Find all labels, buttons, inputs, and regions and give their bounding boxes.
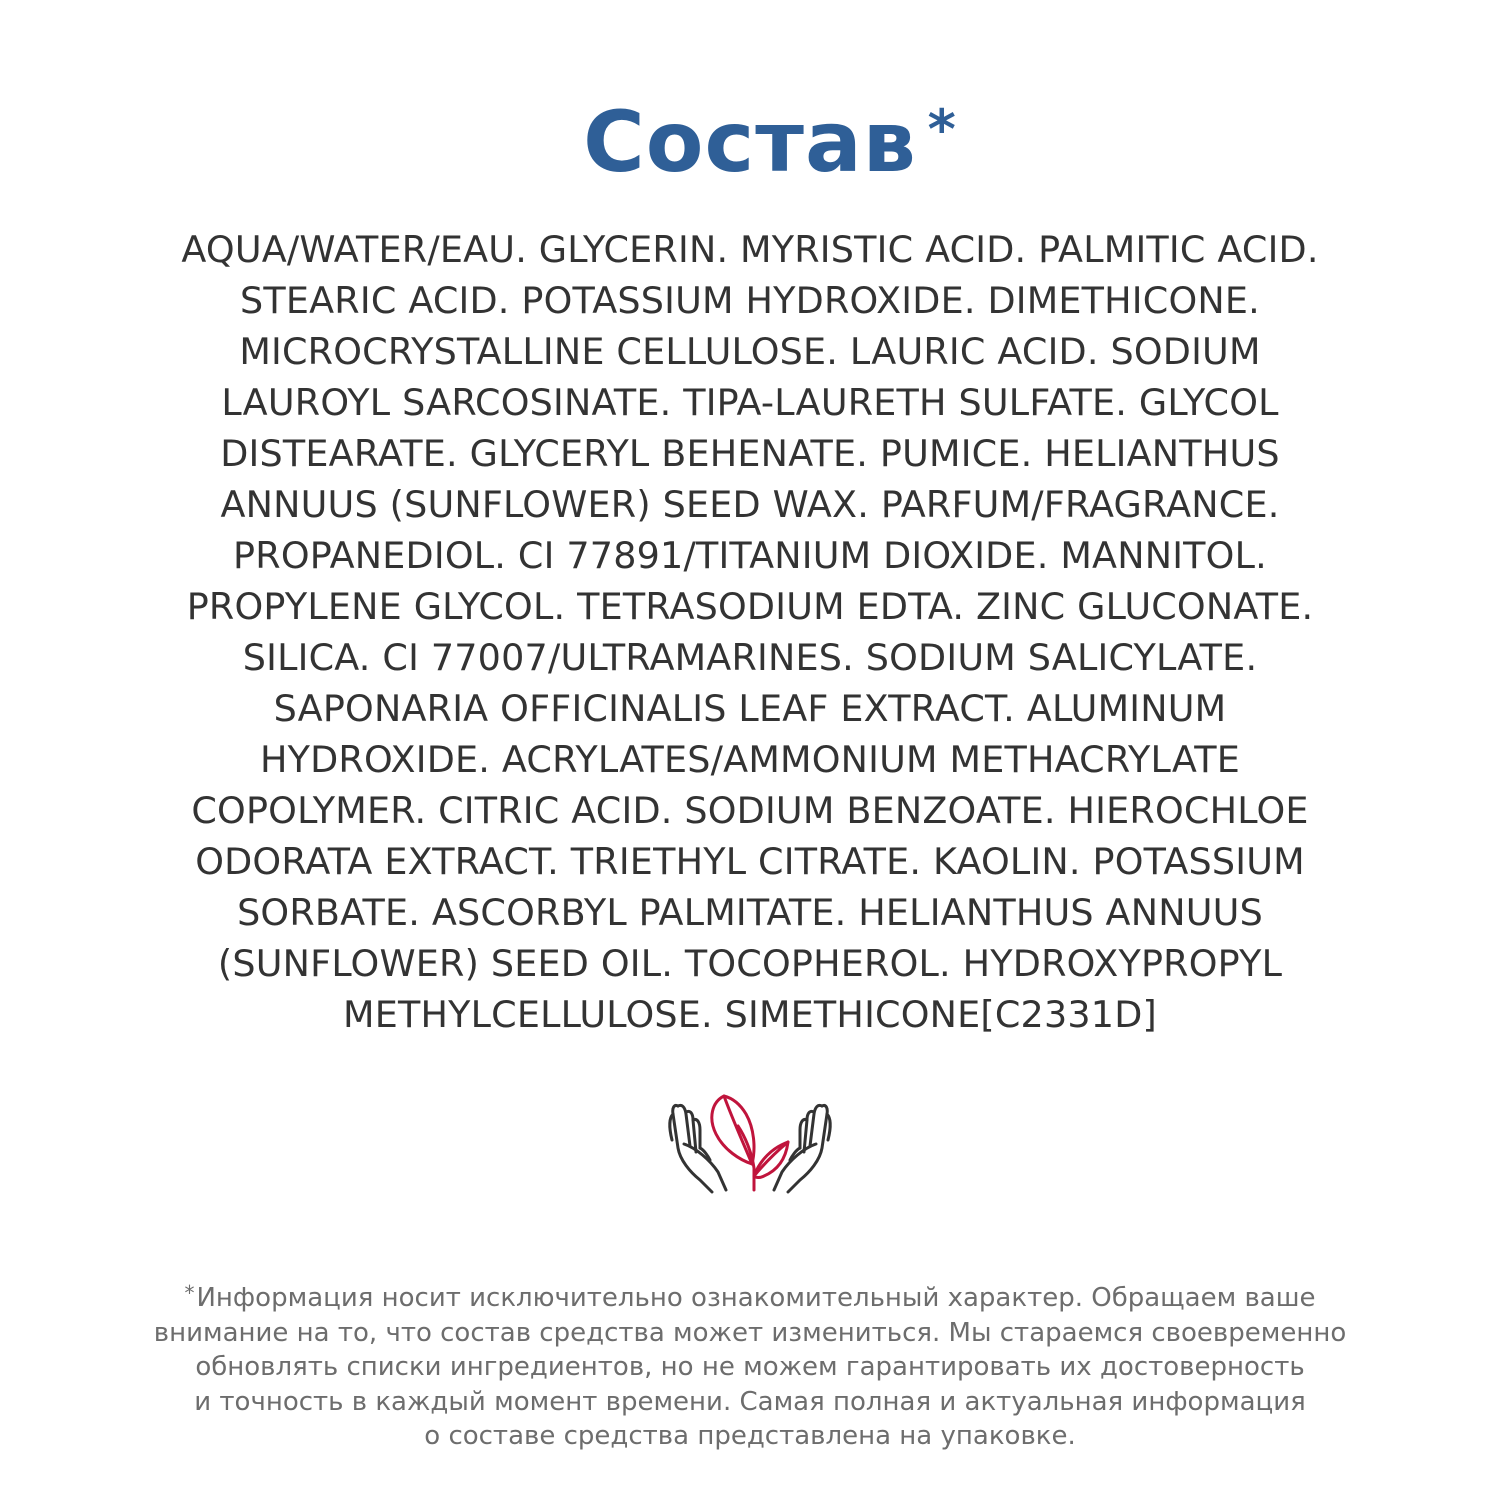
ingredients-line: (SUNFLOWER) SEED OIL. TOCOPHEROL. HYDROXYPROPYL [217, 942, 1283, 985]
title-text: Состав [583, 93, 917, 191]
hands-holding-plant-icon [660, 1088, 840, 1194]
ingredients-line: SILICA. CI 77007/ULTRAMARINES. SODIUM SALICYLATE. [242, 636, 1258, 679]
ingredients-list [60, 224, 1440, 1040]
title-asterisk: * [927, 98, 957, 161]
ingredients-line: STEARIC ACID. POTASSIUM HYDROXIDE. DIMETHICONE. [240, 279, 1260, 322]
ingredients-line: PROPANEDIOL. CI 77891/TITANIUM DIOXIDE. MANNITOL. [233, 534, 1267, 577]
disclaimer-line: о составе средства представлена на упаковке. [424, 1421, 1076, 1451]
ingredients-line: ODORATA EXTRACT. TRIETHYL CITRATE. KAOLIN. POTASSIUM [195, 840, 1305, 883]
disclaimer-line: обновлять списки ингредиентов, но не можем гарантировать их достоверность [195, 1352, 1305, 1382]
ingredients-line: AQUA/WATER/EAU. GLYCERIN. MYRISTIC ACID. PALMITIC ACID. [181, 228, 1319, 271]
ingredients-line: LAUROYL SARCOSINATE. TIPA-LAURETH SULFATE. GLYCOL [221, 381, 1279, 424]
ingredients-line: DISTEARATE. GLYCERYL BEHENATE. PUMICE. HELIANTHUS [220, 432, 1280, 475]
disclaimer-line [40, 1276, 1460, 1316]
ingredients-line: METHYLCELLULOSE. SIMETHICONE[C2331D] [343, 993, 1157, 1036]
ingredients-line: SORBATE. ASCORBYL PALMITATE. HELIANTHUS ANNUUS [237, 891, 1263, 934]
ingredients-line: COPOLYMER. CITRIC ACID. SODIUM BENZOATE. HIEROCHLOE [191, 789, 1309, 832]
ingredients-line: HYDROXIDE. ACRYLATES/AMMONIUM METHACRYLATE [259, 738, 1241, 781]
ingredients-line: MICROCRYSTALLINE CELLULOSE. LAURIC ACID. SODIUM [239, 330, 1261, 373]
disclaimer-line: внимание на то, что состав средства может измениться. Мы стараемся своевременно [153, 1317, 1347, 1348]
disclaimer-line-text: Информация носит исключительно ознакомительный характер. Обращаем ваше [196, 1283, 1316, 1313]
ingredients-line: SAPONARIA OFFICINALIS LEAF EXTRACT. ALUMINUM [273, 687, 1227, 730]
ingredients-line: PROPYLENE GLYCOL. TETRASODIUM EDTA. ZINC GLUCONATE. [186, 585, 1314, 628]
disclaimer [40, 1276, 1460, 1454]
disclaimer-line: и точность в каждый момент времени. Самая полная и актуальная информация [194, 1386, 1306, 1417]
page-title [583, 92, 957, 192]
disclaimer-asterisk: * [184, 1281, 195, 1305]
title-container [0, 92, 1500, 192]
ingredients-line: ANNUUS (SUNFLOWER) SEED WAX. PARFUM/FRAGRANCE. [220, 483, 1280, 526]
